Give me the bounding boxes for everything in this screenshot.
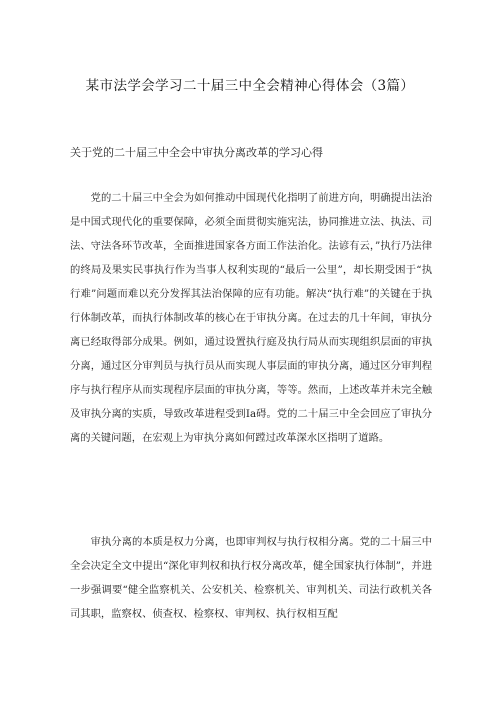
document-title: 某市法学会学习二十届三中全会精神心得体会（3篇） <box>85 78 415 94</box>
body-paragraph: 党的二十届三中全会为如何推动中国现代化指明了前进方向，明确提出法治是中国式现代化的重要保障，必须全面贯彻实施宪法，协同推进立法、执法、司法、守法各环节改革，全面推进国家各方面工作法治化。法谚有云，”执行乃法律的终局及果实民事执行作为当事人权利实现的“最后一公里”，却长期受困于“执行难”问题而难以充分发挥其法治保障的应有功能。解决“执行难”的关键在于执行体制改革，而执行体制改革的核心在于审执分离。在过去的几十年间，审执分离已经取得部分成果。例如，通过设置执行庭及执行局从而实现组织层面的审执分离，通过区分审判员与执行员从而实现人事层面的审执分离，通过区分审判程序与执行程序从而实现程序层面的审执分离，等等。然而，上述改革并未完全触及审执分离的实质，导致改革进程受到Ia碍。党的二十届三中全会回应了审执分离的关键问题，在宏观上为审执分离如何蹚过改革深水区指明了道路。 <box>70 192 432 444</box>
body-paragraph: 审执分离的本质是权力分离，也即审判权与执行权相分离。党的二十届三中全会决定全文中提出“深化审判权和执行权分离改革，健全国家执行体制”，并进一步强调要“健全监察机关、公安机关、检察机关、审判机关、司法行政机关各司其职，监察权、侦查权、检察权、审判权、执行权相互配 <box>70 536 432 620</box>
section-heading: 关于党的二十届三中全会中审执分离改革的学习心得 <box>70 146 323 159</box>
